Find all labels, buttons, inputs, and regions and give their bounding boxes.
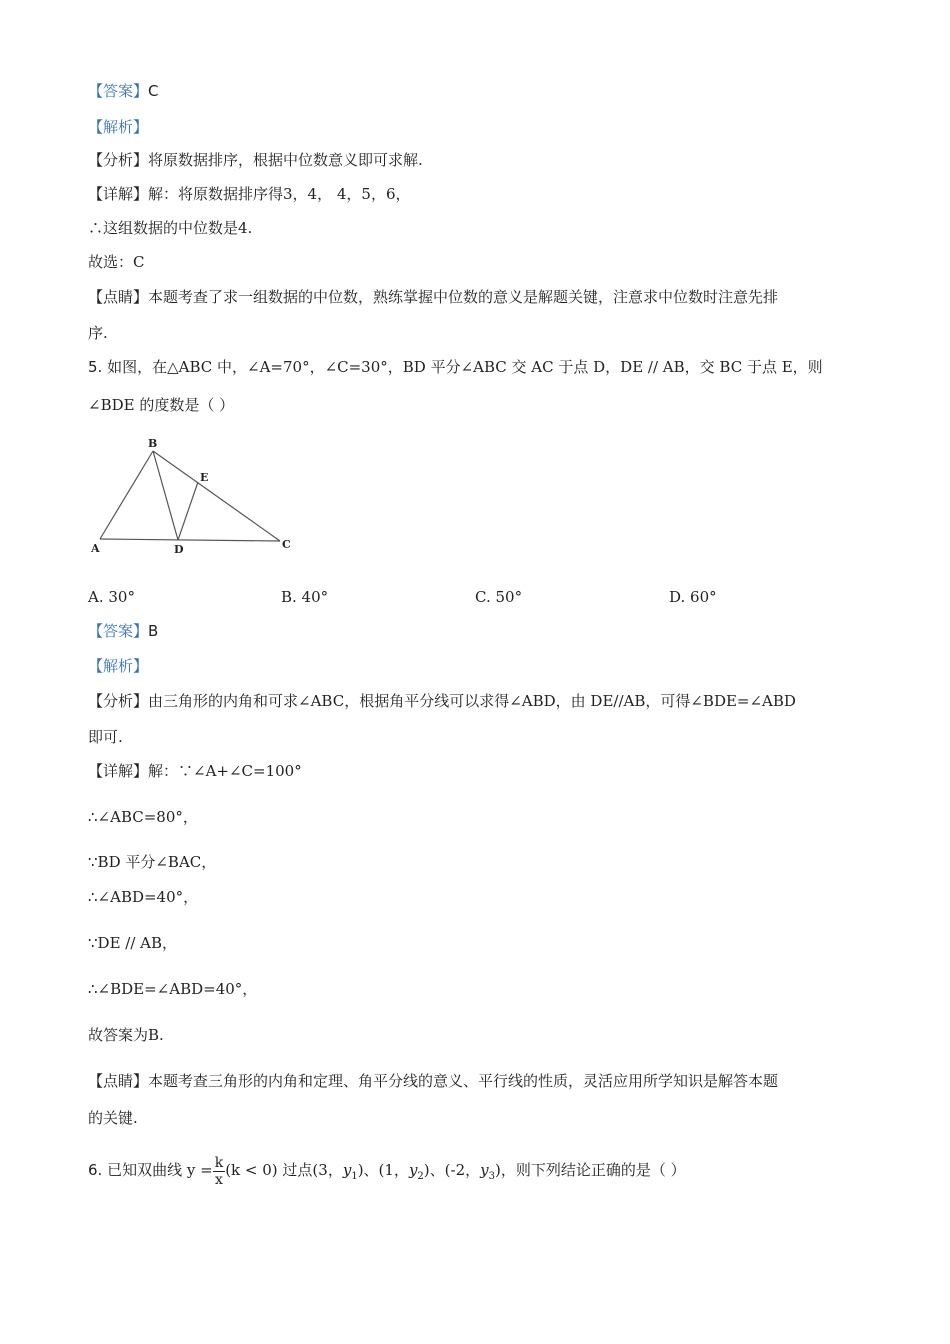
- formula-condition: (k < 0): [225, 1161, 278, 1179]
- fenxi-tag: 【分析】: [88, 692, 149, 710]
- segment-ab: [100, 451, 153, 539]
- label-c: C: [282, 538, 291, 551]
- q5-step3: ∴∠ABD=40°，: [88, 888, 199, 906]
- segment-bd: [153, 451, 178, 540]
- q4-therefore: ∴这组数据的中位数是4.: [88, 219, 253, 237]
- q5-detail: 【详解】解：∵∠A+∠C=100°: [88, 762, 302, 780]
- fenxi-tag: 【分析】: [88, 151, 149, 169]
- q4-answer-line: [88, 80, 159, 102]
- q4-analysis-tag: 【解析】: [88, 118, 149, 136]
- segment-ac: [100, 539, 280, 541]
- answer-value: B: [148, 622, 159, 640]
- q4-comment-line2: 序.: [88, 324, 108, 342]
- q6-stem: 6. 已知双曲线 y = $\frac{k}{x}$ (k < 0) 过点(3，$y_1$)、(1，$y_2$)、(-2，$y_3$)，则下列结论正确的是（ ）: [88, 1154, 686, 1188]
- q6-number: 6.: [88, 1161, 103, 1179]
- answer-tag: 【答案】: [88, 622, 149, 640]
- option-c: C. 50°: [475, 588, 523, 606]
- formula-fraction: $\frac{k}{x}$: [214, 1154, 224, 1188]
- label-e: E: [200, 471, 209, 484]
- q5-comment: 【点睛】本题考查三角形的内角和定理、角平分线的意义、平行线的性质，灵活应用所学知识是解答本题: [88, 1072, 779, 1090]
- q4-comment: 【点睛】本题考查了求一组数据的中位数，熟练掌握中位数的意义是解题关键，注意求中位数时注意先排: [88, 288, 779, 306]
- q5-step4: ∵DE // AB，: [88, 934, 178, 952]
- q4-fenxi: 【分析】将原数据排序，根据中位数意义即可求解.: [88, 151, 423, 169]
- q5-step5: ∴∠BDE=∠ABD=40°，: [88, 980, 258, 998]
- q5-answer-line: [88, 620, 158, 642]
- q5-stem: 5. 如图，在△ABC 中，∠A=70°，∠C=30°，BD 平分∠ABC 交 AC 于点 D，DE // AB，交 BC 于点 E，则: [88, 358, 823, 376]
- q5-comment-line2: 的关键.: [88, 1109, 138, 1127]
- formula-left: y =: [186, 1161, 213, 1179]
- label-a: A: [91, 542, 100, 555]
- detail-tag: 【详解】: [88, 185, 149, 203]
- segment-bc: [153, 451, 280, 541]
- option-b: B. 40°: [281, 588, 329, 606]
- q5-step1: ∴∠ABC=80°，: [88, 808, 198, 826]
- q5-number: 5.: [88, 358, 103, 376]
- triangle-figure: [88, 432, 308, 562]
- q5-analysis-tag: 【解析】: [88, 657, 149, 675]
- detail-tag: 【详解】: [88, 762, 149, 780]
- q5-conclusion: 故答案为B.: [88, 1026, 164, 1044]
- q5-step2: ∵BD 平分∠BAC，: [88, 853, 217, 871]
- answer-value: C: [148, 82, 159, 100]
- option-d: D. 60°: [669, 588, 717, 606]
- label-b: B: [148, 437, 158, 450]
- q4-detail: 【详解】解：将原数据排序得3，4， 4，5，6，: [88, 185, 411, 203]
- q5-stem-line2: ∠BDE 的度数是（ ）: [88, 396, 235, 414]
- q5-fenxi: 【分析】由三角形的内角和可求∠ABC，根据角平分线可以求得∠ABD，由 DE//AB，可得∠BDE=∠ABD: [88, 692, 796, 710]
- comment-tag: 【点睛】: [88, 288, 149, 306]
- label-d: D: [174, 543, 184, 556]
- option-a: A. 30°: [88, 588, 135, 606]
- answer-tag: 【答案】: [88, 82, 149, 100]
- q5-fenxi-line2: 即可.: [88, 728, 123, 746]
- comment-tag: 【点睛】: [88, 1072, 149, 1090]
- segment-de: [178, 482, 198, 540]
- q4-choose: 故选：C: [88, 253, 145, 271]
